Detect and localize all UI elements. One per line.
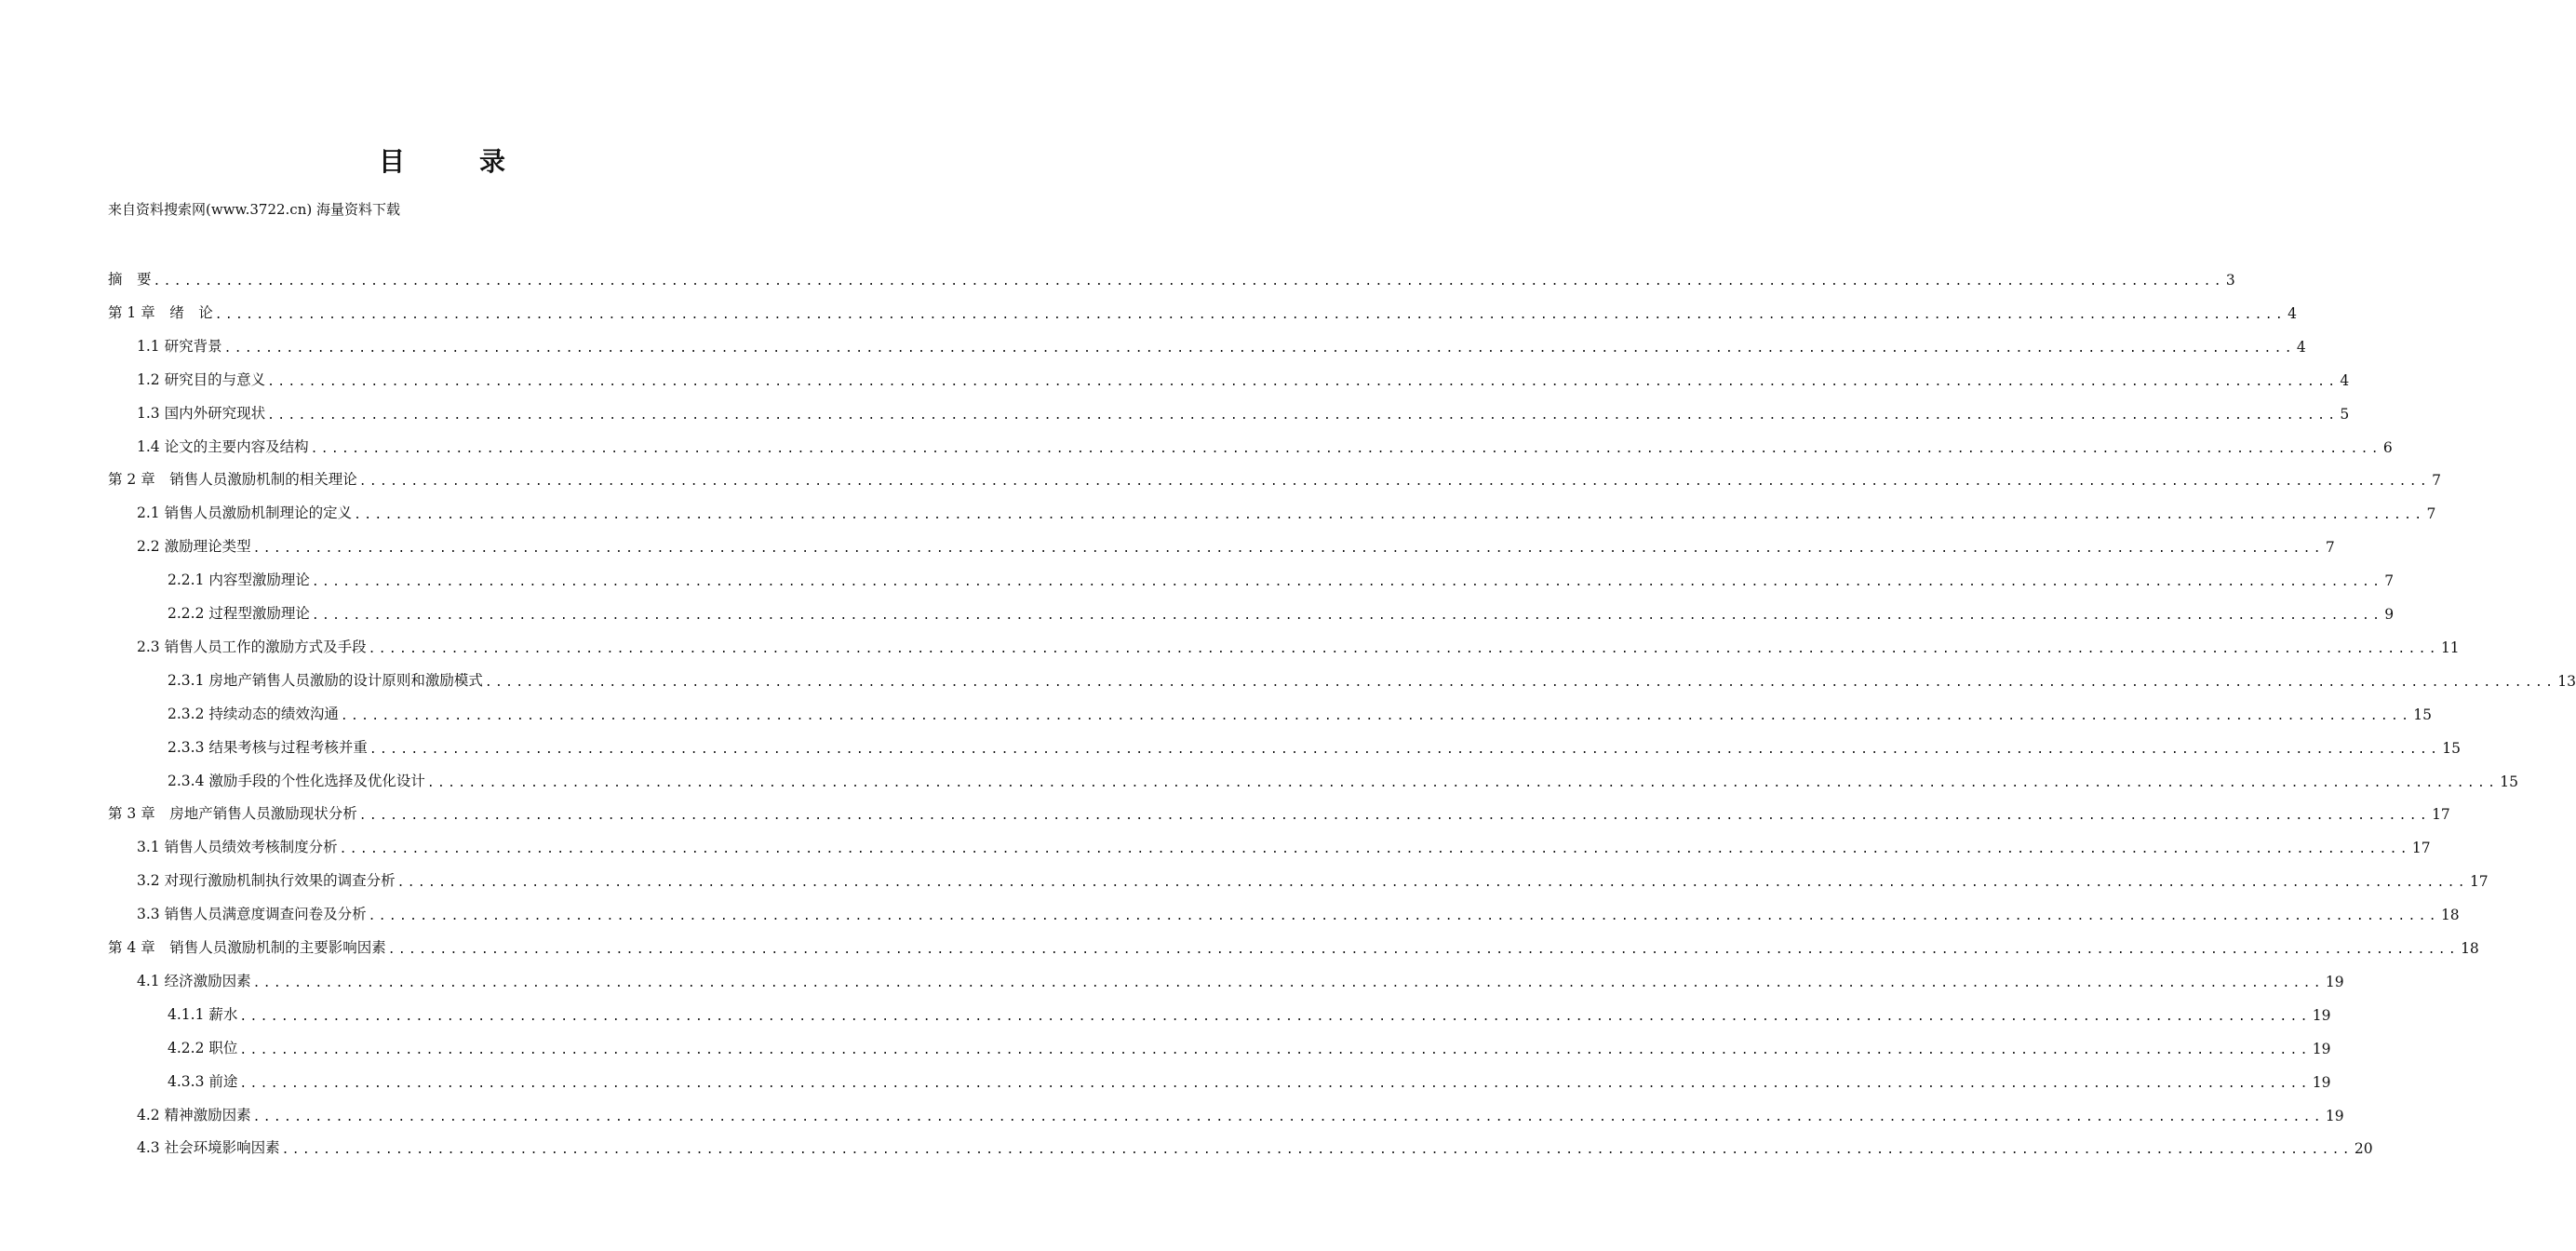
toc-entry-page-number: 13 [2557,672,2576,690]
toc-entry-label: 2.3.3 结果考核与过程考核并重 [168,738,368,756]
toc-entry[interactable] [168,766,2518,790]
toc-entry-page-number: 9 [2384,606,2395,623]
toc-entry[interactable] [168,1033,2331,1057]
toc-entry[interactable] [168,565,2395,590]
toc-entry-label: 2.2 激励理论类型 [137,538,251,556]
toc-leader-dots: ........................................................................................................................................................................................................ [339,842,2410,857]
toc-entry-page-number: 4 [2340,371,2350,389]
toc-entry[interactable] [137,531,2335,557]
toc-entry[interactable] [108,464,2441,490]
toc-entry-page-number: 7 [2384,572,2395,590]
toc-leader-dots: ........................................................................................................................................................................................................ [426,775,2499,790]
toc-entry-label: 第 4 章 销售人员激励机制的主要影响因素 [108,939,386,956]
toc-entry-page-number: 19 [2312,1006,2331,1024]
toc-entry[interactable] [108,264,2235,289]
source-note: 来自资料搜索网(www.3722.cn) 海量资料下载 [108,201,400,218]
toc-leader-dots: ........................................................................................................................................................................................................ [484,675,2556,690]
toc-entry-page-number: 19 [2312,1040,2331,1057]
toc-entry-page-number: 17 [2432,806,2450,824]
toc-entry[interactable] [137,832,2431,857]
toc-entry-label: 第 1 章 绪 论 [108,303,213,321]
toc-entry[interactable] [137,365,2350,389]
toc-entry-page-number: 7 [2325,539,2335,557]
toc-entry[interactable] [137,432,2393,456]
toc-entry-label: 2.3.1 房地产销售人员激励的设计原则和激励模式 [168,671,483,689]
toc-entry-page-number: 20 [2354,1140,2373,1158]
toc-leader-dots: ........................................................................................................................................................................................................ [252,1110,2324,1124]
toc-entry[interactable] [137,632,2460,656]
toc-entry-page-number: 17 [2411,840,2431,857]
toc-leader-dots: ........................................................................................................................................................................................................ [214,307,2287,322]
toc-entry-label: 1.3 国内外研究现状 [137,404,266,422]
toc-entry-page-number: 11 [2440,639,2460,656]
toc-leader-dots: ........................................................................................................................................................................................................ [340,708,2412,723]
toc-entry[interactable] [168,666,2576,690]
toc-entry-label: 1.4 论文的主要内容及结构 [137,437,309,455]
toc-leader-dots: ........................................................................................................................................................................................................ [239,1009,2311,1024]
toc-entry[interactable] [137,1100,2344,1124]
toc-entry[interactable] [108,799,2450,824]
toc-leader-dots: ........................................................................................................................................................................................................ [311,609,2383,623]
toc-entry-page-number: 6 [2382,438,2393,456]
toc-entry-label: 1.1 研究背景 [137,337,222,355]
toc-leader-dots: ........................................................................................................................................................................................................ [387,943,2460,957]
toc-entry[interactable] [137,331,2306,356]
toc-leader-dots: ........................................................................................................................................................................................................ [281,1143,2353,1158]
toc-entry-label: 4.3.3 前途 [168,1072,238,1090]
toc-entry-label: 1.2 研究目的与意义 [137,370,266,388]
toc-entry[interactable] [168,1067,2331,1091]
toc-leader-dots: ........................................................................................................................................................................................................ [267,408,2339,423]
toc-entry[interactable] [168,1000,2331,1024]
toc-leader-dots: ........................................................................................................................................................................................................ [310,441,2381,456]
toc-entry[interactable] [168,599,2395,623]
toc-entry-label: 4.1.1 薪水 [168,1005,238,1023]
toc-entry[interactable] [108,933,2479,957]
toc-entry-label: 2.3.4 激励手段的个性化选择及优化设计 [168,772,425,789]
toc-leader-dots: ........................................................................................................................................................................................................ [368,909,2439,924]
toc-entry[interactable] [137,866,2489,891]
toc-leader-dots: ........................................................................................................................................................................................................ [252,542,2324,557]
toc-entry-label: 4.2 精神激励因素 [137,1106,251,1123]
toc-entry[interactable] [137,398,2350,423]
toc-entry-page-number: 18 [2440,907,2460,924]
toc-entry-page-number: 3 [2225,272,2235,289]
toc-entry-label: 第 2 章 销售人员激励机制的相关理论 [108,471,357,489]
toc-entry-label: 2.2.2 过程型激励理论 [168,605,310,622]
toc-entry[interactable] [137,966,2344,990]
toc-entry[interactable] [137,498,2436,523]
toc-entry-label: 3.1 销售人员绩效考核制度分析 [137,839,338,856]
toc-entry[interactable] [137,899,2460,924]
toc-entry[interactable] [108,298,2297,322]
toc-entry-page-number: 7 [2432,472,2441,490]
toc-entry-label: 4.1 经济激励因素 [137,972,251,989]
toc-entry-page-number: 4 [2288,304,2297,322]
toc-entry-page-number: 17 [2469,873,2489,891]
toc-entry-label: 2.3 销售人员工作的激励方式及手段 [137,638,367,655]
toc-leader-dots: ........................................................................................................................................................................................................ [358,809,2431,824]
toc-leader-dots: ........................................................................................................................................................................................................ [252,975,2324,990]
toc-entry-page-number: 15 [2413,706,2432,723]
toc-entry-label: 2.2.1 内容型激励理论 [168,572,310,589]
toc-entry-page-number: 5 [2340,405,2350,423]
toc-entry-label: 3.2 对现行激励机制执行效果的调查分析 [137,872,396,890]
toc-leader-dots: ........................................................................................................................................................................................................ [267,374,2339,389]
toc-entry[interactable] [137,1133,2373,1158]
toc-entry-label: 2.3.2 持续动态的绩效沟通 [168,705,339,722]
toc-leader-dots: ........................................................................................................................................................................................................ [354,508,2425,523]
toc-entry-page-number: 19 [2325,973,2344,990]
toc-entry-label: 4.3 社会环境影响因素 [137,1139,280,1157]
toc-entry-label: 3.3 销售人员满意度调查问卷及分析 [137,906,367,923]
toc-entry-label: 第 3 章 房地产销售人员激励现状分析 [108,805,357,823]
toc-leader-dots: ........................................................................................................................................................................................................ [396,876,2468,891]
toc-entry[interactable] [168,733,2461,757]
toc-leader-dots: ........................................................................................................................................................................................................ [223,341,2295,356]
toc-leader-dots: ........................................................................................................................................................................................................ [239,1042,2311,1057]
toc-entry-page-number: 19 [2325,1107,2344,1124]
toc-leader-dots: ........................................................................................................................................................................................................ [358,475,2431,490]
page-title: 目 录 [378,146,530,177]
toc-entry-label: 4.2.2 职位 [168,1039,238,1056]
toc-entry[interactable] [168,699,2432,723]
toc-entry-page-number: 7 [2426,505,2436,523]
toc-leader-dots: ........................................................................................................................................................................................................ [311,575,2383,590]
toc-leader-dots: ........................................................................................................................................................................................................ [368,641,2439,656]
toc-entry-label: 摘 要 [108,271,152,288]
toc-entry-page-number: 15 [2500,773,2518,790]
toc-leader-dots: ........................................................................................................................................................................................................ [153,275,2224,289]
toc-entry-label: 2.1 销售人员激励机制理论的定义 [137,504,353,522]
toc-leader-dots: ........................................................................................................................................................................................................ [369,742,2441,757]
toc-entry-page-number: 18 [2461,940,2479,957]
toc-entry-page-number: 4 [2296,338,2306,356]
toc-entry-page-number: 15 [2442,739,2461,757]
toc-leader-dots: ........................................................................................................................................................................................................ [239,1076,2311,1091]
toc-entry-page-number: 19 [2312,1073,2331,1091]
